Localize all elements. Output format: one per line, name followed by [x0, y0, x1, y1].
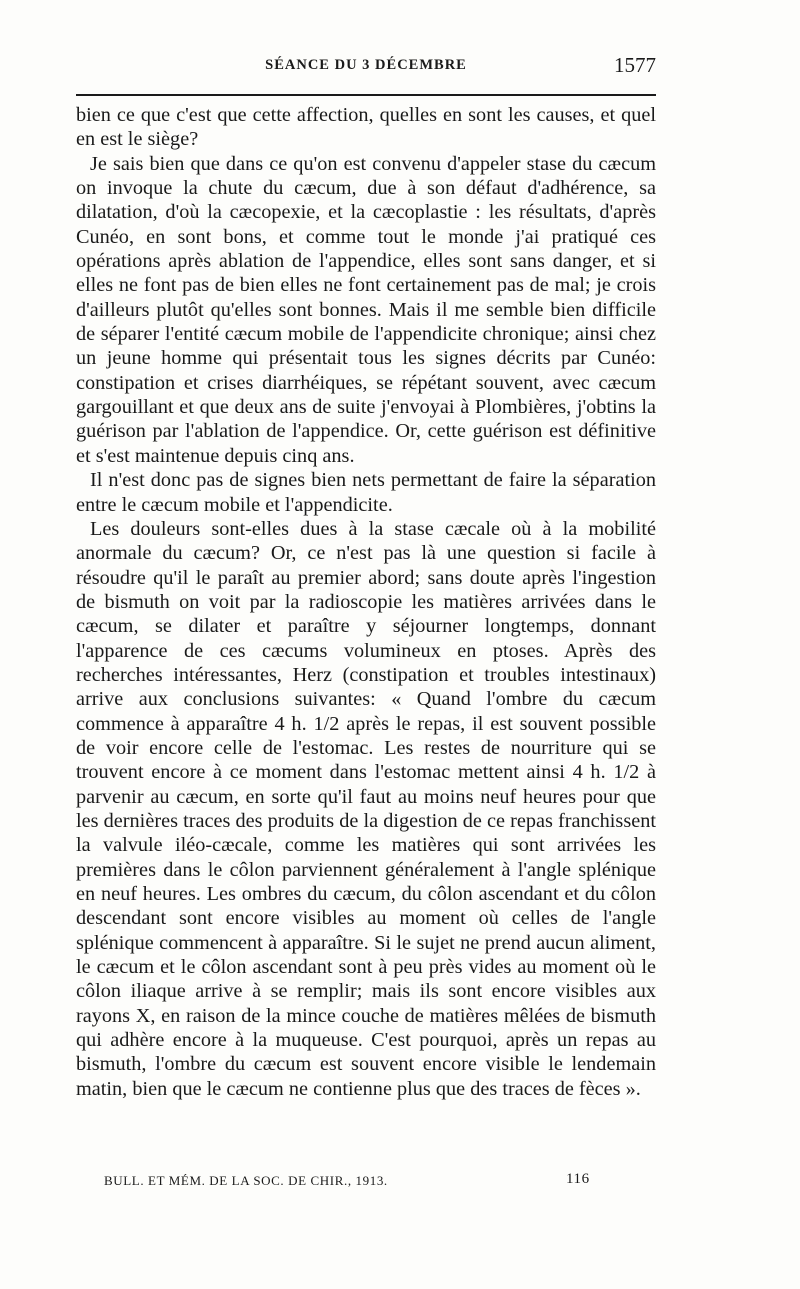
paragraph: Il n'est donc pas de signes bien nets permettant de faire la séparation entre le cæcum mobile et l'appendicite.	[76, 469, 656, 516]
paragraph-continued: bien ce que c'est que cette affection, quelles en sont les causes, et quel en est le siège?	[76, 104, 656, 151]
body-text	[76, 103, 656, 1101]
footer-source: BULL. ET MÉM. DE LA SOC. DE CHIR., 1913.	[104, 1173, 388, 1188]
page-number: 1577	[614, 53, 656, 77]
running-header	[76, 53, 656, 83]
signature-mark: 116	[566, 1171, 590, 1187]
running-title: SÉANCE DU 3 DÉCEMBRE	[265, 57, 467, 73]
paragraph: Je sais bien que dans ce qu'on est convenu d'appeler stase du cæcum on invoque la chute du cæcum, due à son défaut d'adhérence, sa dilatation, d'où la cæcopexie, et la cæcoplastie : les résultats, d'après Cunéo, en sont bons, et comme tout le monde j'ai pratiqué ces opérations après ablation de l'appendice, elles sont sans danger, et si elles ne font pas de bien elles ne font certainement pas de mal; je crois d'ailleurs plutôt qu'elles sont bonnes. Mais il me semble bien difficile de séparer l'entité cæcum mobile de l'appendicite chronique; ainsi chez un jeune homme qui présentait tous les signes décrits par Cunéo: constipation et crises diarrhéiques, se répétant souvent, avec cæcum gargouillant et que deux ans de suite j'envoyai à Plombières, j'obtins la guérison par l'ablation de l'appendice. Or, cette guérison est définitive et s'est maintenue depuis cinq ans.	[76, 152, 656, 467]
page-footer	[76, 1170, 656, 1194]
paragraph: Les douleurs sont-elles dues à la stase cæcale où à la mobilité anormale du cæcum? Or, ce n'est pas là une question si facile à résoudre qu'il le paraît au premier abord; sans doute après l'ingestion de bismuth on voit par la radioscopie les matières arrivées dans le cæcum, se dilater et paraître y séjourner longtemps, donnant l'apparence de ces cæcums volumineux en ptoses. Après des recherches intéressantes, Herz (constipation et troubles intestinaux) arrive aux conclusions suivantes: « Quand l'ombre du cæcum commence à apparaître 4 h. 1/2 après le repas, il est souvent possible de voir encore celle de l'estomac. Les restes de nourriture qui se trouvent encore à ce moment dans l'estomac mettent ainsi 4 h. 1/2 à parvenir au cæcum, en sorte qu'il faut au moins neuf heures pour que les dernières traces des produits de la digestion de ce repas franchissent la valvule iléo-cæcale, comme les matières qui sont arrivées les premières dans le côlon parviennent généralement à l'angle splénique en neuf heures. Les ombres du cæcum, du côlon ascendant et du côlon descendant sont encore visibles au moment où celles de l'angle splénique commencent à apparaître. Si le sujet ne prend aucun aliment, le cæcum et le côlon ascendant sont à peu près vides au moment où le côlon iliaque arrive à se remplir; mais ils sont encore visibles aux rayons X, en raison de la mince couche de matières mêlées de bismuth qui adhère encore à la muqueuse. C'est pourquoi, après un repas au bismuth, l'ombre du cæcum est souvent encore visible le lendemain matin, bien que le cæcum ne contienne plus que des traces de fèces ».	[76, 517, 656, 1100]
header-rule	[76, 94, 656, 96]
